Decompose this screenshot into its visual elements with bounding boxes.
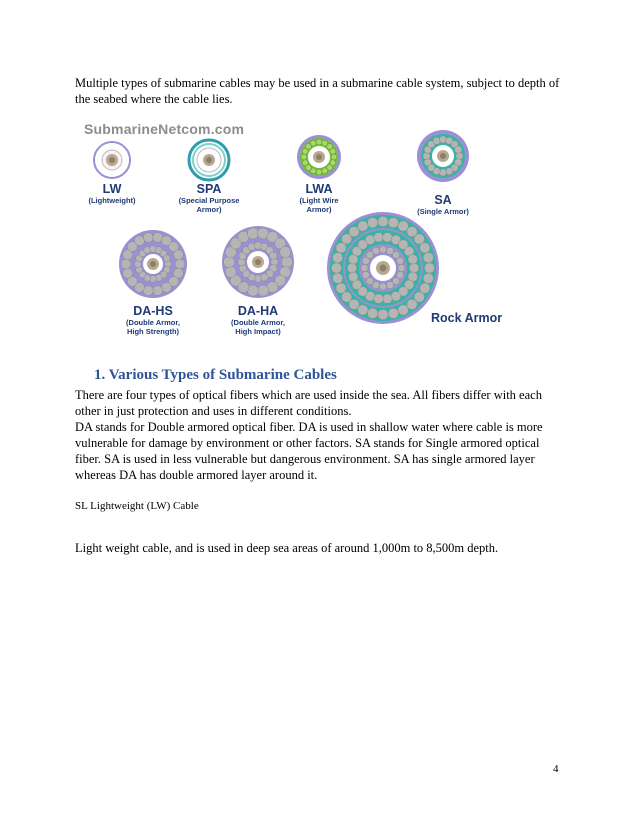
lw-name: LW bbox=[102, 182, 122, 196]
spa-name: SPA bbox=[196, 182, 222, 196]
da-hs-cable-illustration bbox=[117, 228, 189, 300]
brand-watermark: SubmarineNetcom.com bbox=[84, 121, 245, 137]
spa-desc: (Special Purpose Armor) bbox=[178, 196, 240, 214]
sa-cable-illustration bbox=[415, 128, 471, 184]
sa-desc: (Single Armor) bbox=[417, 207, 469, 216]
body-paragraph: DA stands for Double armored optical fiber. DA is used in shallow water where cable is more vulnerable for damage by environment or other factors. SA stands for Single armored optical fiber. SA is used in less vulnerable but dangerous environment. SA has single armored layer whereas DA has double armored layer around it. bbox=[75, 420, 543, 482]
da-ha-label bbox=[218, 304, 298, 336]
lwa-cable-illustration bbox=[295, 133, 343, 181]
lwa-desc: (Light Wire Armor) bbox=[299, 196, 339, 214]
lwa-name: LWA bbox=[305, 182, 333, 196]
da-hs-name: DA-HS bbox=[133, 304, 173, 318]
lw-description: Light weight cable, and is used in deep sea areas of around 1,000m to 8,500m depth. bbox=[75, 541, 499, 555]
section-body bbox=[75, 387, 555, 483]
page-number: 4 bbox=[553, 763, 559, 775]
rock-armor-label bbox=[431, 311, 511, 325]
rock-armor-cable-illustration bbox=[325, 210, 441, 326]
spa-cable-illustration bbox=[187, 138, 231, 182]
da-ha-cable-illustration bbox=[220, 224, 296, 300]
da-ha-desc: (Double Armor, High Impact) bbox=[231, 318, 285, 336]
lw-subheading: SL Lightweight (LW) Cable bbox=[75, 500, 199, 512]
lw-desc: (Lightweight) bbox=[88, 196, 136, 205]
section-heading: 1. Various Types of Submarine Cables bbox=[94, 367, 337, 383]
rock-armor-name: Rock Armor bbox=[431, 311, 503, 325]
da-ha-name: DA-HA bbox=[237, 304, 279, 318]
cable-types-figure bbox=[75, 118, 515, 350]
lw-cable-illustration bbox=[92, 140, 132, 180]
da-hs-label bbox=[113, 304, 193, 336]
sa-name: SA bbox=[434, 193, 452, 207]
intro-paragraph: Multiple types of submarine cables may be used in a submarine cable system, subject to depth of the seabed where the cable lies. bbox=[75, 76, 560, 106]
da-hs-desc: (Double Armor, High Strength) bbox=[126, 318, 180, 336]
spa-label bbox=[172, 182, 246, 214]
body-paragraph: There are four types of optical fibers which are used inside the sea. All fibers differ with each other in just protection and uses in different conditions. bbox=[75, 388, 542, 418]
lw-label bbox=[75, 182, 149, 205]
